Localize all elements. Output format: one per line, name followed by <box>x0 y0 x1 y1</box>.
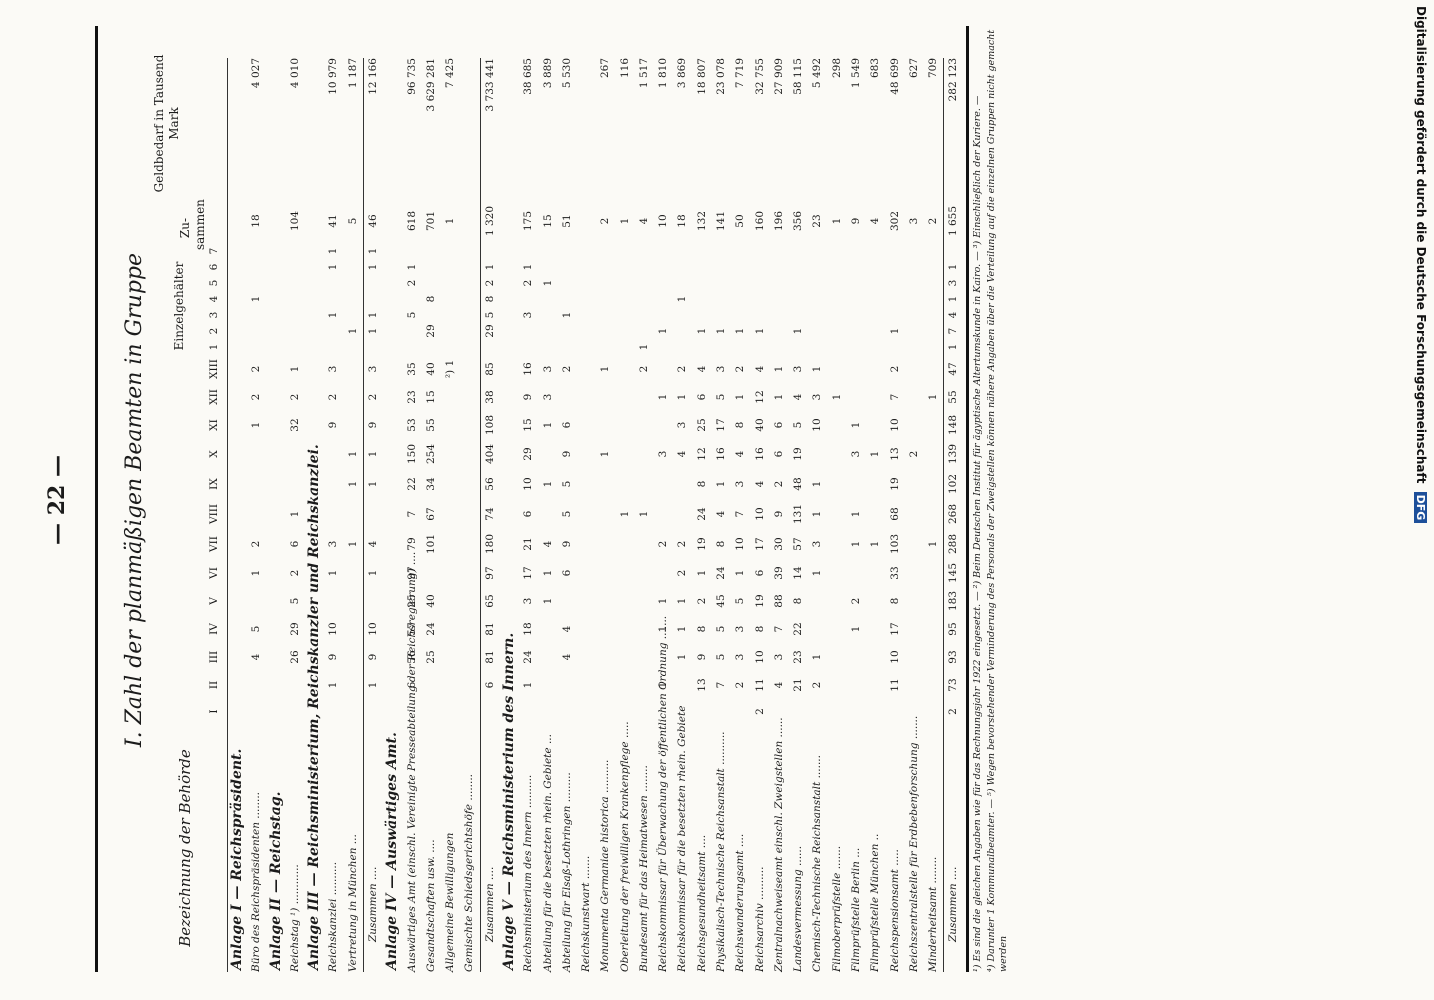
section-heading: Anlage IV — Auswärtiges Amt. <box>384 732 401 970</box>
table-title: I. Zahl der planmäßigen Beamten in Gruppe <box>122 252 147 748</box>
page-number: — 22 — <box>44 455 70 545</box>
footnote-2: ⁴) Darunter 1 Kommunalbeamter. — ⁵) Wegen bevorstehender Verminderung des Personals der Zweigstellen können nähere Angaben über die Verteilung auf die einzelnen Gruppen nicht gemacht werden <box>986 29 1009 972</box>
top-rule <box>95 26 98 972</box>
table-grid <box>208 26 964 972</box>
section-heading: Anlage V — Reichsministerium des Innern. <box>500 632 517 970</box>
section-heading: Anlage I — Reichspräsident. <box>229 748 245 970</box>
section-heading: Anlage III — Reichsministerium, Reichskanzler und Reichskanzlei. <box>306 444 323 970</box>
header-cash-need: Geldbedarf in Tausend Mark <box>152 54 181 193</box>
bottom-rule <box>966 26 969 972</box>
dfg-logo: DFG <box>1414 492 1427 524</box>
footnote-1: ¹) Es sind die gleichen Angaben wie für das Rechnungsjahr 1922 eingesetzt. — ²) Beim Deutschen Institut für ägyptische Altertumskunde in Kairo. — ³) Einschließlich der Kuriere. — <box>972 95 983 972</box>
section-heading: Anlage II — Reichstag. <box>267 791 284 970</box>
header-total: Zu- sammen <box>178 199 207 250</box>
header-single-salaries: Einzelgehälter <box>172 261 186 351</box>
watermark-text: Digitalisierung gefördert durch die Deutsche Forschungsgemeinschaft <box>1414 6 1428 484</box>
dfg-watermark <box>1408 6 1428 1000</box>
header-authority: Bezeichnung der Behörde <box>176 749 194 947</box>
